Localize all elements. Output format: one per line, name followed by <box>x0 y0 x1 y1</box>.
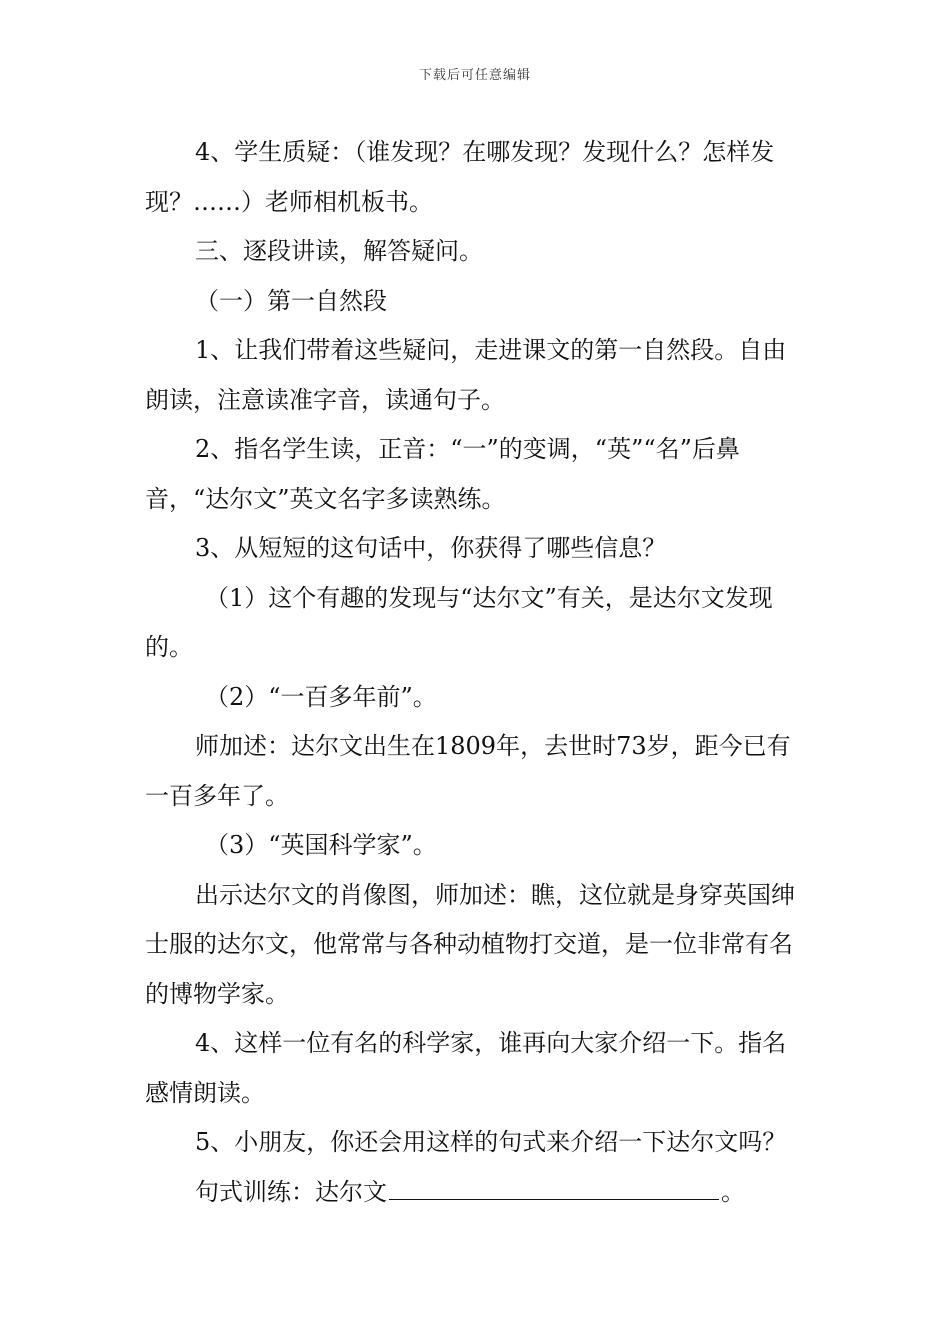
paragraph: 4、这样一位有名的科学家，谁再向大家介绍一下。指名感情朗读。 <box>145 1029 787 1107</box>
list-item: （3）“英国科学家”。 <box>205 831 437 859</box>
exercise-suffix: 。 <box>721 1177 745 1206</box>
paragraph: 师加述：达尔文出生在1809年，去世时73岁，距今已有一百多年了。 <box>145 732 791 810</box>
fill-in-blank <box>389 1171 719 1200</box>
paragraph: 出示达尔文的肖像图，师加述：瞧，这位就是身穿英国绅士服的达尔文，他常常与各种动植物打交道，是一位非常有名的博物学家。 <box>145 880 795 1008</box>
list-item: （1）这个有趣的发现与“达尔文”有关，是达尔文发现的。 <box>145 583 773 661</box>
list-item: （2）“一百多年前”。 <box>205 682 437 711</box>
paragraph: 4、学生质疑：（谁发现？在哪发现？发现什么？怎样发现？……）老师相机板书。 <box>145 138 775 216</box>
paragraph: 5、小朋友，你还会用这样的句式来介绍一下达尔文吗？ <box>195 1128 787 1156</box>
exercise-prefix: 句式训练：达尔文 <box>195 1177 387 1206</box>
paragraph: 1、让我们带着这些疑问，走进课文的第一自然段。自由朗读，注意读准字音，读通句子。 <box>145 336 787 414</box>
section-heading: 三、逐段讲读，解答疑问。 <box>195 237 483 265</box>
paragraph: 2、指名学生读，正音：“一”的变调，“英”“名”后鼻音，“达尔文”英文名字多读熟练。 <box>145 435 740 513</box>
page-header: 下载后可任意编辑 <box>418 68 531 83</box>
exercise-line <box>145 1168 810 1218</box>
paragraph: 3、从短短的这句话中，你获得了哪些信息？ <box>195 534 667 562</box>
document-body <box>145 128 810 1217</box>
subsection-heading: （一）第一自然段 <box>195 286 387 315</box>
